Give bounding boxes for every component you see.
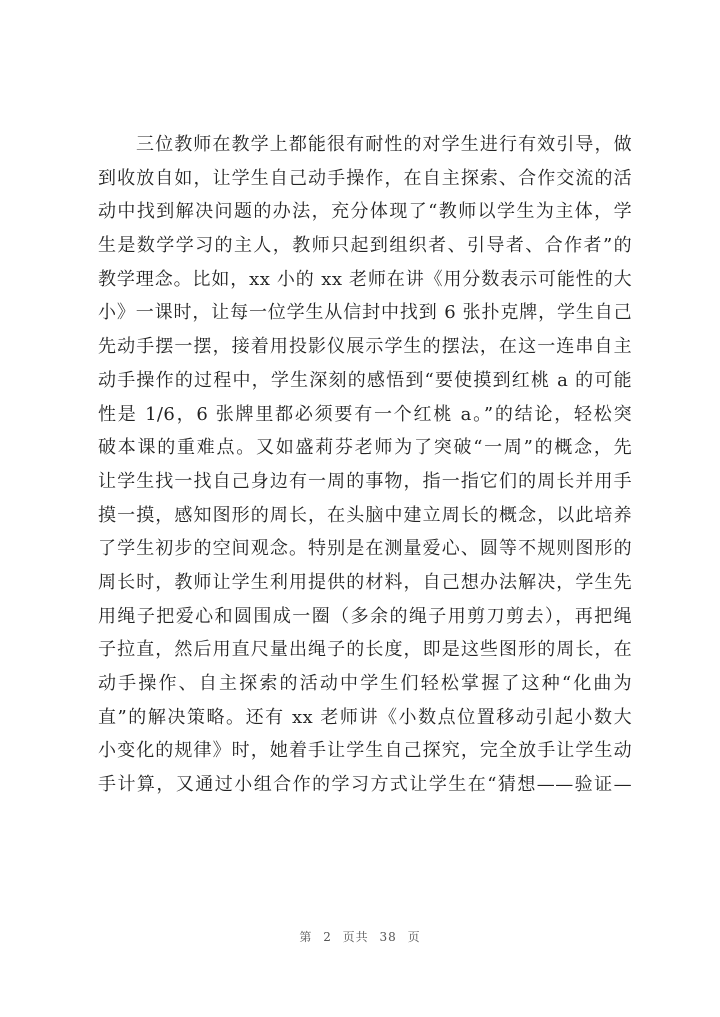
paragraph-line: 教学理念。比如，xx 小的 xx 老师在讲《用分数表示可能性的大: [98, 268, 632, 290]
body-paragraph: [98, 128, 632, 802]
paragraph-line: 动手操作、自主探索的活动中学生们轻松掌握了这种“化曲为: [98, 673, 632, 694]
paragraph-line: 周长时，教师让学生利用提供的材料，自己想办法解决，学生先: [98, 571, 632, 593]
paragraph-line: 子拉直，然后用直尺量出绳子的长度，即是这些图形的周长，在: [98, 639, 632, 661]
paragraph-line: 性是 1/6，6 张牌里都必须要有一个红桃 a。”的结论，轻松突: [98, 403, 632, 425]
paragraph-line: 破本课的重难点。又如盛莉芬老师为了突破“一周”的概念，先: [98, 437, 632, 459]
paragraph-line: 小》一课时，让每一位学生从信封中找到 6 张扑克牌，学生自己: [98, 302, 632, 324]
paragraph-line: 生是数学学习的主人，教师只起到组织者、引导者、合作者”的: [98, 235, 632, 257]
paragraph-line: 先动手摆一摆，接着用投影仪展示学生的摆法，在这一连串自主: [98, 336, 632, 358]
paragraph-line: 动中找到解决问题的办法，充分体现了“教师以学生为主体，学: [98, 201, 632, 223]
paragraph-line: 摸一摸，感知图形的周长，在头脑中建立周长的概念，以此培养: [98, 504, 632, 526]
paragraph-line: 手计算，又通过小组合作的学习方式让学生在“猜想——验证—: [98, 774, 632, 796]
paragraph-line: 用绳子把爱心和圆围成一圈（多余的绳子用剪刀剪去），再把绳: [98, 605, 632, 627]
paragraph-line: 到收放自如，让学生自己动手操作，在自主探索、合作交流的活: [98, 167, 632, 189]
paragraph-line: 动手操作的过程中，学生深刻的感悟到“要使摸到红桃 a 的可能: [98, 369, 632, 391]
paragraph-line: 直”的解决策略。还有 xx 老师讲《小数点位置移动引起小数大: [98, 706, 632, 728]
paragraph-line: 让学生找一找自己身边有一周的事物，指一指它们的周长并用手: [98, 470, 632, 492]
paragraph-line: 了学生初步的空间观念。特别是在测量爱心、圆等不规则图形的: [98, 538, 632, 560]
paragraph-line: 小变化的规律》时，她着手让学生自己探究，完全放手让学生动: [98, 740, 632, 762]
paragraph-line: 三位教师在教学上都能很有耐性的对学生进行有效引导，做: [136, 134, 632, 155]
page-number-footer: 第 2 页共 38 页: [299, 930, 421, 944]
